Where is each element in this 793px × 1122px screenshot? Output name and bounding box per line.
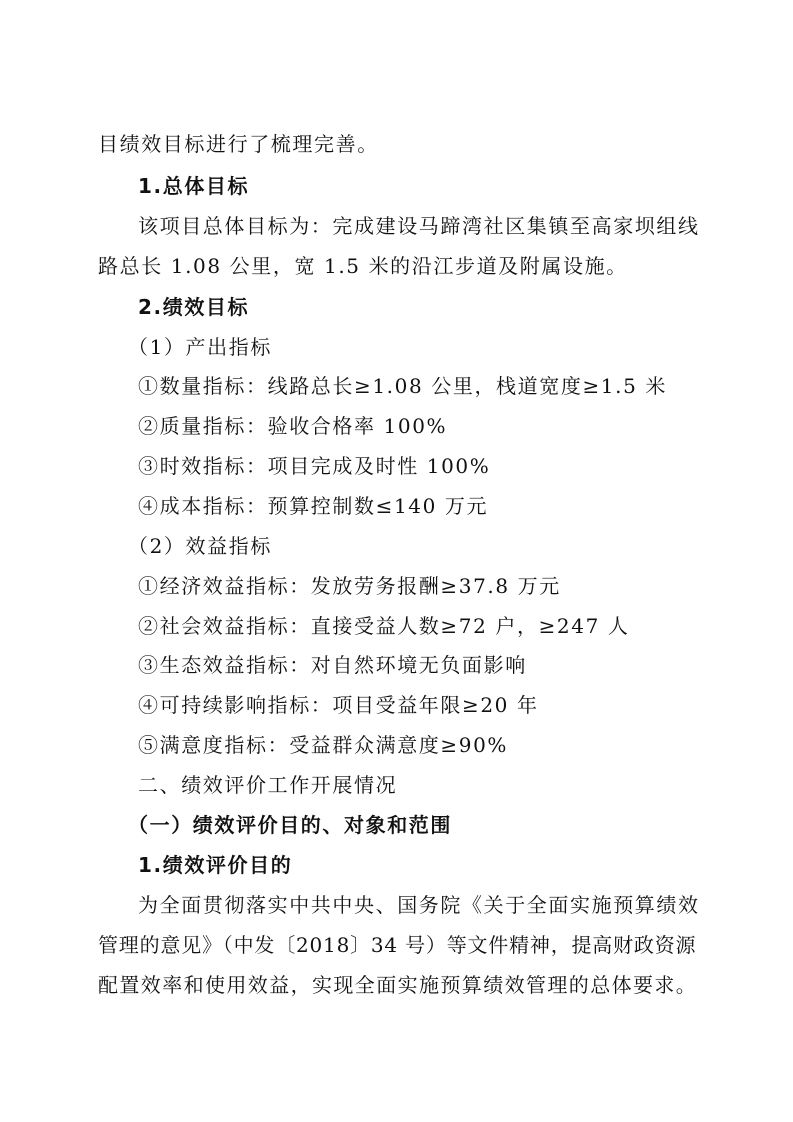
subheading-output-indicators: （1）产出指标 [128,335,272,359]
paragraph-purpose-line-3: 配置效率和使用效益，实现全面实施预算绩效管理的总体要求。 [98,973,698,997]
section-heading-performance-goal: 2.绩效目标 [138,295,250,319]
chapter-heading-evaluation-work: 二、绩效评价工作开展情况 [138,773,398,797]
list-item-economic-benefit: ①经济效益指标：发放劳务报酬≥37.8 万元 [138,574,561,598]
paragraph-continuation: 目绩效目标进行了梳理完善。 [98,132,379,156]
list-item-cost-indicator: ④成本指标：预算控制数≤140 万元 [138,494,489,518]
list-item-sustainable-impact: ④可持续影响指标：项目受益年限≥20 年 [138,693,539,717]
subsection-heading-evaluation-purpose: 1.绩效评价目的 [138,853,293,877]
list-item-ecological-benefit: ③生态效益指标：对自然环境无负面影响 [138,653,527,677]
list-item-timeliness-indicator: ③时效指标：项目完成及时性 100% [138,454,491,478]
list-item-quantity-indicator: ①数量指标：线路总长≥1.08 公里，栈道宽度≥1.5 米 [138,374,667,398]
subheading-benefit-indicators: （2）效益指标 [128,534,272,558]
section-heading-evaluation-purpose-scope: （一）绩效评价目的、对象和范围 [128,813,452,837]
paragraph-purpose-line-2: 管理的意见》（中发〔2018〕34 号）等文件精神，提高财政资源 [98,933,697,957]
paragraph-overall-goal-line-1: 该项目总体目标为：完成建设马蹄湾社区集镇至高家坝组线 [138,214,700,238]
section-heading-overall-goal: 1.总体目标 [138,174,250,198]
paragraph-purpose-line-1: 为全面贯彻落实中共中央、国务院《关于全面实施预算绩效 [138,893,700,917]
list-item-satisfaction: ⑤满意度指标：受益群众满意度≥90% [138,733,509,757]
list-item-social-benefit: ②社会效益指标：直接受益人数≥72 户，≥247 人 [138,614,630,638]
list-item-quality-indicator: ②质量指标：验收合格率 100% [138,414,448,438]
paragraph-overall-goal-line-2: 路总长 1.08 公里，宽 1.5 米的沿江步道及附属设施。 [98,254,628,278]
